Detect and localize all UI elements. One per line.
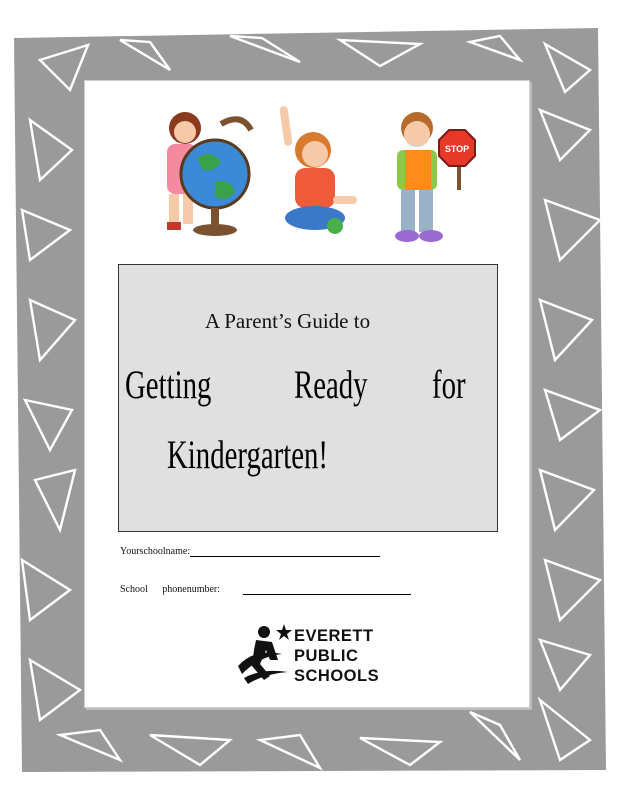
children-illustration <box>145 100 485 250</box>
logo-line-everett: EVERETT <box>294 627 374 645</box>
subtitle: A Parent’s Guide to <box>205 309 371 333</box>
school-name-row <box>120 546 380 557</box>
logo-line-schools: SCHOOLS <box>294 667 380 685</box>
school-name-field[interactable] <box>190 546 380 557</box>
title-word-getting: Getting <box>125 362 212 407</box>
runner-emblem-icon <box>234 620 294 692</box>
logo-line-public: PUBLIC <box>294 647 359 665</box>
school-label: School <box>120 584 148 595</box>
child-raising-hand-illustration <box>279 106 357 234</box>
title-word-ready: Ready <box>294 362 368 407</box>
everett-public-schools-logo <box>234 620 394 692</box>
title-word-kindergarten: Kindergarten! <box>167 432 329 477</box>
crossing-guard-illustration <box>395 112 475 242</box>
girl-with-globe-illustration <box>167 112 251 236</box>
phone-number-field[interactable] <box>243 584 411 595</box>
school-name-label: Yourschoolname: <box>120 546 191 557</box>
title-word-for: for <box>432 362 466 407</box>
phone-label: phonenumber: <box>162 584 221 595</box>
stop-sign-text: STOP <box>444 144 470 154</box>
school-phone-row <box>120 584 411 595</box>
title-box <box>118 264 498 532</box>
